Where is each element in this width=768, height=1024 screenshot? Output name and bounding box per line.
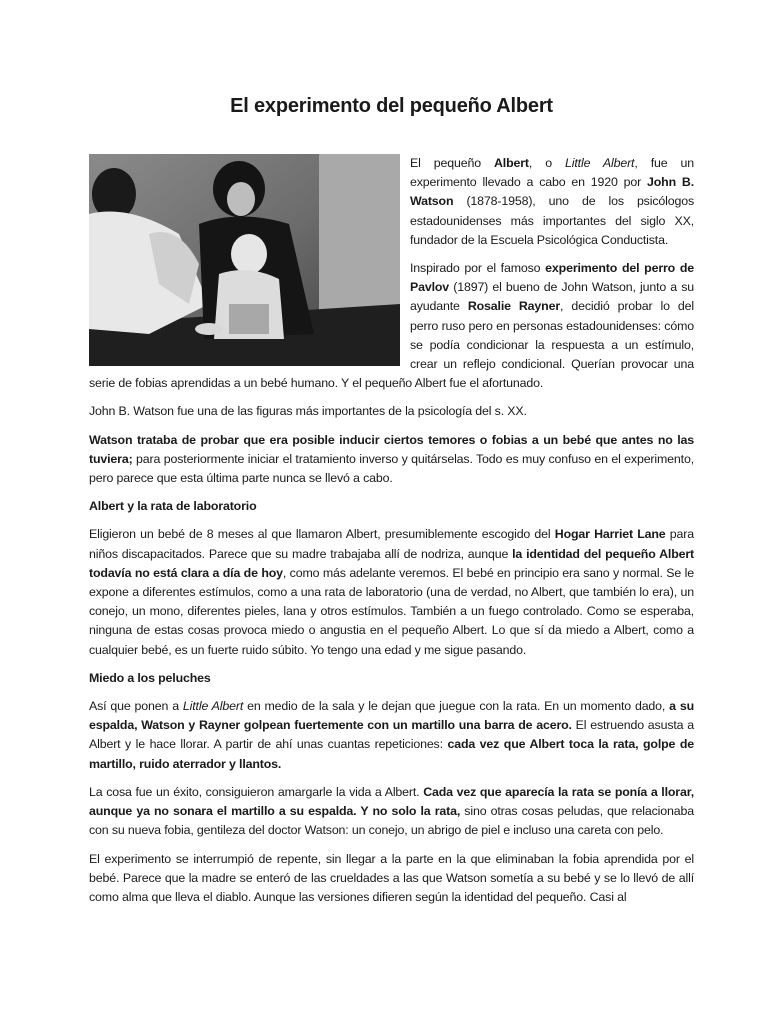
text-run: (1897) el bueno de John Watson, junto a su ayudante — [410, 280, 694, 314]
page-title: El experimento del pequeño Albert — [230, 95, 553, 117]
text-run: Inspirado por el famoso — [410, 261, 546, 276]
bold-text: la identidad del pequeño Albert todavía no está clara a día de hoy — [89, 546, 694, 580]
text-run: La cosa fue un éxito, consiguieron amargarle la vida a Albert. — [89, 784, 424, 799]
text-run: Eligieron un bebé de 8 meses al que llamaron Albert, presumiblemente escogido del — [89, 527, 555, 542]
text-run: , o — [528, 156, 566, 170]
bold-text: Rosalie Rayner — [467, 299, 561, 314]
italic-text: Little Albert — [182, 699, 244, 714]
paragraph-8: El experimento se interrumpió de repente, sin llegar a la parte en la que eliminaban la fobia aprendida por el bebé. Parece que la madre se enteró de las crueldades a las que Watson sometía a su bebé y se lo llevó de allí como alma que lleva el diablo. Aunque las versiones difieren según la identidad del pequeño. Casi al — [89, 851, 694, 904]
paragraph-5 — [89, 525, 694, 659]
text-run: , fue un experimento llevado a cabo en 1920 por — [410, 156, 694, 190]
paragraph-4 — [89, 431, 694, 489]
document-body — [89, 154, 694, 907]
section-heading-rata: Albert y la rata de laboratorio — [89, 499, 257, 514]
text-run: , decidió probar lo del perro ruso pero en personas estadounidenses: cómo se podía condicionar la respuesta a un estímulo, crear un reflejo condicional. Querían provocar una serie de fobias aprendidas a un bebé humano. Y el pequeño Albert fue el afortunado. — [89, 299, 695, 391]
text-run: para niños discapacitados. Parece que su madre trabajaba allí de nodriza, aunque — [89, 527, 694, 561]
text-run: en medio de la sala y le dejan que juegue con la rata. En un momento dado, — [243, 699, 670, 714]
text-run: (1878-1958), uno de los psicólogos estadounidenses más importantes del siglo XX, fundador de la Escuela Psicológica Conductista. — [410, 194, 694, 247]
bold-text: Hogar Harriet Lane — [554, 527, 666, 542]
text-run: Así que ponen a — [89, 699, 183, 714]
section-heading-peluches: Miedo a los peluches — [89, 670, 211, 685]
paragraph-3: John B. Watson fue una de las figuras más importantes de la psicología del s. XX. — [89, 404, 527, 419]
experiment-photo — [89, 154, 400, 366]
paragraph-7 — [89, 783, 694, 841]
text-run: , como más adelante veremos. El bebé en principio era sano y normal. Se le expone a diferentes estímulos, como a una rata de laboratorio (una de verdad, no Albert, que también lo era), un conejo, un mono, diferentes pieles, lana y otros estímulos. También a un fuego controlado. Como se esperaba, ninguna de estas cosas provoca miedo o angustia en el pequeño Albert. Lo que sí da miedo a Albert, como a cualquier bebé, es un fuerte ruido súbito. Yo tengo una edad y me sigue pasando. — [89, 565, 694, 657]
photo-icon — [89, 154, 400, 366]
bold-text: Albert — [494, 156, 529, 170]
text-run: El pequeño — [410, 156, 494, 170]
bold-text: a su espalda, Watson y Rayner golpean fuertemente con un martillo una barra de acero. — [89, 699, 695, 733]
text-run: sino otras cosas peludas, que relacionaba con su nueva fobia, gentileza del doctor Watson: un conejo, un abrigo de piel e incluso una careta con pelo. — [89, 804, 694, 838]
bold-text: Cada vez que aparecía la rata se ponía a llorar, aunque ya no sonara el martillo a su espalda. Y no solo la rata, — [89, 784, 694, 819]
bold-text: cada vez que Albert toca la rata, golpe de martillo, ruido aterrador y llantos. — [89, 737, 694, 771]
bold-text: Watson trataba de probar que era posible inducir ciertos temores o fobias a un bebé que antes no las tuviera; — [89, 432, 694, 466]
text-run: para posteriormente iniciar el tratamiento inverso y quitárselas. Todo es muy confuso en el experimento, pero parece que esta última parte nunca se llevó a cabo. — [89, 451, 694, 486]
paragraph-6 — [89, 697, 694, 774]
bold-text: John B. Watson — [410, 175, 694, 209]
text-run: El estruendo asusta a Albert y le hace llorar. A partir de ahí unas cuantas repeticiones: — [89, 718, 694, 752]
italic-text: Little Albert — [565, 156, 635, 170]
bold-text: experimento del perro de Pavlov — [410, 261, 694, 295]
